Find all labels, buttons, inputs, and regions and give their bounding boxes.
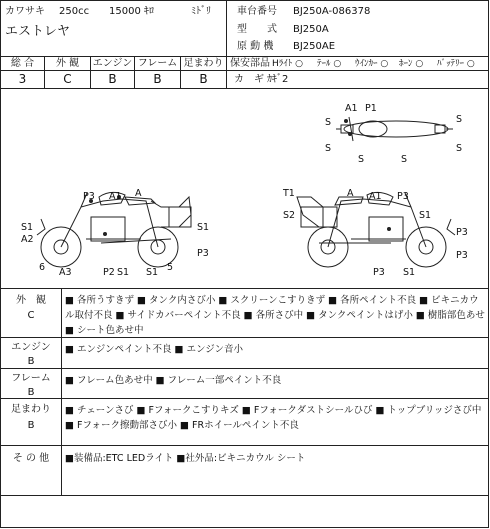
- maker-name: カワサキ: [5, 6, 45, 17]
- diagram-label: 6: [39, 262, 46, 273]
- color: ﾐﾄﾞﾘ: [191, 6, 211, 17]
- top-view-bike: [336, 117, 453, 141]
- diagram-label: S: [358, 154, 365, 165]
- model-name: エストレヤ: [5, 24, 71, 39]
- damage-diagram: [1, 89, 490, 289]
- security-item-headlight: [272, 58, 303, 70]
- divider: [1, 495, 488, 496]
- diagram-label: S: [401, 154, 408, 165]
- security-item-horn: [399, 58, 423, 70]
- status-mark: ○: [295, 59, 304, 69]
- security-item-label: Hﾗｲﾄ: [272, 59, 293, 69]
- grade-header-suspension: 足まわり: [183, 58, 224, 69]
- remark-text-exterior: ■ 各所うすきず ■ タンク内さび小 ■ スクリーンこすりきず ■ 各所ペイント不良 ■ ビキニカウル取付不良 ■ サイドカバーペイント不良 ■ 各所さび中 ■ タンクペイントはげ小 ■ 樹脂部色あせ ■ シート色あせ中: [65, 295, 485, 336]
- diagram-label: S1: [21, 222, 34, 233]
- remark-label-other: そ の 他: [12, 453, 50, 464]
- security-item-winker: [355, 58, 388, 70]
- status-mark: ○: [380, 59, 389, 69]
- diagram-label: P3: [83, 191, 95, 202]
- remark-text-suspension: ■ チェーンさび ■ Fフォークこすりキズ ■ Fフォークダストシールひび ■ トップブリッジさび中 ■ Fフォーク擦動部さび小 ■ FRホイールペイント不良: [65, 405, 482, 431]
- grade-suspension: B: [199, 72, 208, 86]
- diagram-label: P3: [456, 227, 468, 238]
- divider: [1, 445, 488, 446]
- diagram-label: 5: [167, 262, 174, 273]
- displacement: 250cc: [59, 6, 90, 17]
- right-side-view-bike: [297, 192, 455, 267]
- diagram-label: S2: [283, 210, 296, 221]
- divider: [1, 70, 488, 71]
- divider: [61, 288, 62, 495]
- grade-overall: 3: [18, 72, 27, 86]
- diagram-label: S1: [403, 267, 416, 278]
- status-mark: ○: [466, 59, 475, 69]
- divider: [226, 1, 227, 88]
- defect-markers: [89, 119, 391, 236]
- remark-label-suspension: 足まわり: [11, 404, 51, 415]
- grade-frame: B: [153, 72, 162, 86]
- remark-grade-engine: B: [27, 356, 35, 367]
- diagram-label: S1: [146, 267, 159, 278]
- diagram-label: A1: [345, 103, 358, 114]
- security-item-battery: [437, 58, 475, 70]
- grade-header-engine: エンジン: [92, 58, 133, 69]
- remark-label-frame: フレーム: [11, 373, 51, 384]
- diagram-label: S: [456, 143, 463, 154]
- divider: [1, 368, 488, 369]
- diagram-label: A2: [21, 234, 34, 245]
- diagram-label: P3: [373, 267, 385, 278]
- diagram-label: P2: [103, 267, 115, 278]
- diagram-label: S: [456, 114, 463, 125]
- security-item-label: ｳｲﾝｶｰ: [355, 59, 378, 69]
- divider: [1, 398, 488, 399]
- diagram-label: S: [325, 143, 332, 154]
- diagram-label: S1: [419, 210, 432, 221]
- diagram-label: S1: [117, 267, 130, 278]
- remark-grade-suspension: B: [27, 420, 35, 431]
- status-mark: ○: [415, 59, 424, 69]
- model-type-label: 型 式: [237, 24, 277, 35]
- remark-text-frame: ■ フレーム色あせ中 ■ フレーム一部ペイント不良: [65, 375, 282, 386]
- security-parts-title: 保安部品: [230, 58, 270, 69]
- key-label: カ ギ: [234, 74, 264, 85]
- security-item-label: ﾊﾞｯﾃﾘｰ: [437, 59, 465, 69]
- diagram-label: S1: [197, 222, 210, 233]
- remark-grade-frame: B: [27, 387, 35, 398]
- remark-label-engine: エンジン: [11, 342, 51, 353]
- grade-header-overall: 総 合: [10, 58, 35, 69]
- security-item-taillight: [317, 58, 341, 70]
- model-type-value: BJ250A: [293, 24, 329, 35]
- key-value: ｶｷﾞ2: [267, 74, 289, 85]
- remark-label-exterior: 外 観: [16, 295, 46, 306]
- diagram-label: T1: [283, 188, 295, 199]
- remark-text-other: ■装備品:ETC LEDライト ■社外品:ビキニカウル シート: [65, 453, 306, 464]
- diagram-label: A: [347, 188, 354, 199]
- security-item-label: ﾎｰﾝ: [399, 59, 413, 69]
- grade-exterior: C: [63, 72, 72, 86]
- grade-engine: B: [108, 72, 117, 86]
- diagram-label: A3: [59, 267, 72, 278]
- grade-header-frame: フレーム: [137, 58, 178, 69]
- frame-number-value: BJ250A-086378: [293, 6, 371, 17]
- diagram-label: A: [135, 188, 142, 199]
- diagram-label: S: [325, 117, 332, 128]
- engine-type-value: BJ250AE: [293, 41, 336, 52]
- diagram-label: P3: [397, 191, 409, 202]
- diagram-label: P1: [365, 103, 377, 114]
- diagram-label: A1: [369, 191, 382, 202]
- security-item-label: ﾃｰﾙ: [317, 59, 331, 69]
- grade-header-exterior: 外 観: [55, 58, 80, 69]
- remark-text-engine: ■ エンジンペイント不良 ■ エンジン音小: [65, 344, 244, 355]
- left-side-view-bike: [37, 192, 191, 267]
- diagram-label: P3: [456, 250, 468, 261]
- diagram-label: A1: [109, 191, 122, 202]
- status-mark: ○: [333, 59, 342, 69]
- frame-number-label: 車台番号: [237, 6, 277, 17]
- mileage: 15000 ｷﾛ: [109, 6, 154, 17]
- diagram-label: P3: [197, 248, 209, 259]
- engine-type-label: 原 動 機: [237, 41, 274, 52]
- divider: [1, 56, 488, 57]
- remark-grade-exterior: C: [27, 310, 35, 321]
